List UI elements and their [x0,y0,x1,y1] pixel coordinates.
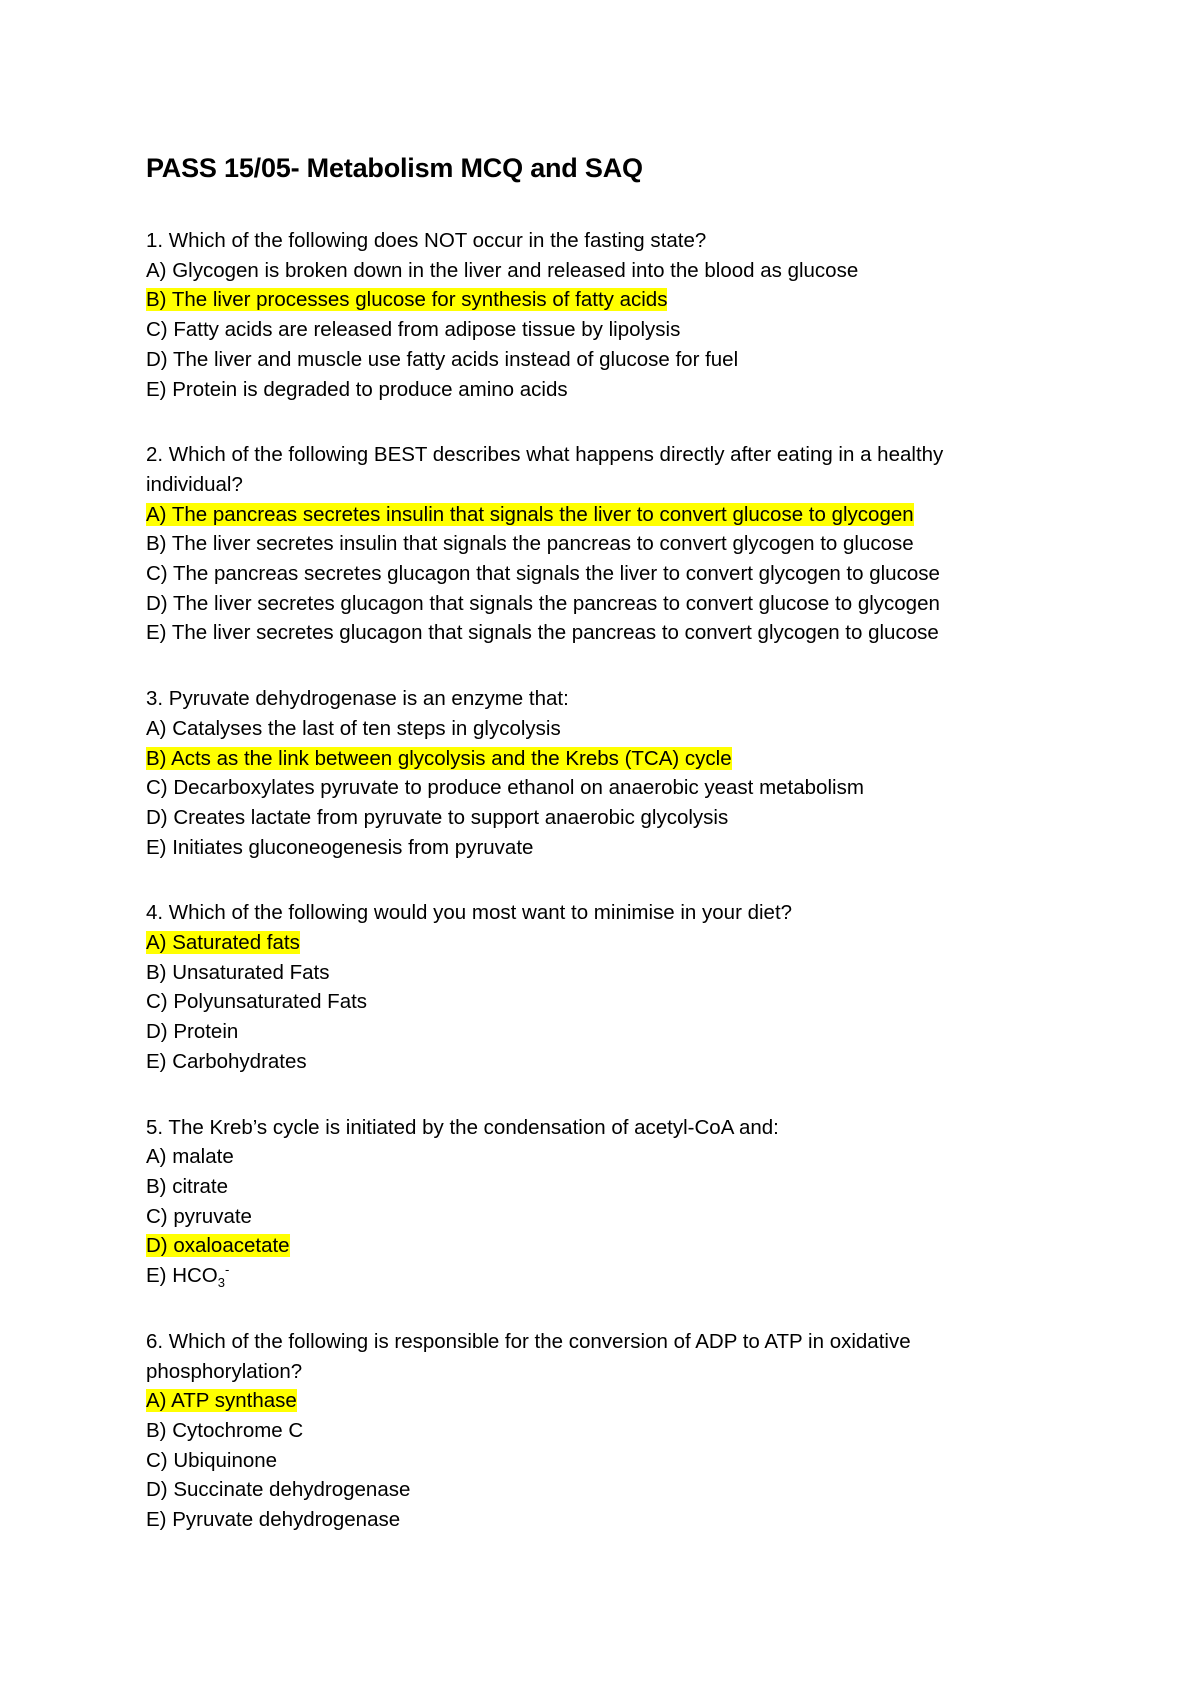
question-2 [146,440,1046,648]
option-label: A) malate [146,1145,234,1169]
highlighted-answer: D) oxaloacetate [146,1234,290,1258]
document-content [146,150,1046,1535]
option-c [146,1446,1046,1476]
option-a [146,1142,1046,1172]
subscript: 3 [217,1275,225,1291]
option-c [146,1202,1046,1232]
option-label: B) The liver secretes insulin that signals the pancreas to convert glycogen to glucose [146,532,914,556]
option-label: E) HCO [146,1264,218,1288]
option-e [146,1047,1046,1077]
option-b [146,1172,1046,1202]
question-text: 3. Pyruvate dehydrogenase is an enzyme that: [146,687,569,711]
option-label: D) The liver and muscle use fatty acids instead of glucose for fuel [146,347,739,371]
option-label: C) Decarboxylates pyruvate to produce ethanol on anaerobic yeast metabolism [146,776,864,800]
option-e [146,375,1046,405]
option-a-correct [146,928,1046,958]
option-label: A) Catalyses the last of ten steps in glycolysis [146,716,561,740]
option-label: C) pyruvate [146,1204,252,1228]
option-e [146,618,1046,648]
option-label: D) Creates lactate from pyruvate to support anaerobic glycolysis [146,805,729,829]
option-label: B) Unsaturated Fats [146,960,330,984]
question-text: 5. The Kreb’s cycle is initiated by the condensation of acetyl-CoA and: [146,1115,779,1139]
option-b [146,958,1046,988]
option-c [146,987,1046,1017]
option-label: D) Protein [146,1020,239,1044]
question-3 [146,684,1046,862]
option-label: C) Fatty acids are released from adipose tissue by lipolysis [146,318,681,342]
highlighted-answer: A) The pancreas secretes insulin that signals the liver to convert glucose to glycogen [146,502,914,526]
option-label: E) Initiates gluconeogenesis from pyruvate [146,835,534,859]
question-4 [146,898,1046,1076]
question-text: 6. Which of the following is responsible for the conversion of ADP to ATP in oxidative phosphorylation? [146,1329,911,1383]
option-e [146,833,1046,863]
option-label: C) Polyunsaturated Fats [146,990,368,1014]
option-label: B) Cytochrome C [146,1418,304,1442]
option-c [146,773,1046,803]
document-title: PASS 15/05- Metabolism MCQ and SAQ [146,153,643,183]
option-b [146,1416,1046,1446]
option-e [146,1505,1046,1535]
option-e [146,1261,1046,1291]
question-text: 1. Which of the following does NOT occur in the fasting state? [146,229,707,252]
option-b-correct [146,744,1046,774]
highlighted-answer: B) Acts as the link between glycolysis and the Krebs (TCA) cycle [146,746,732,770]
superscript: - [224,1262,230,1278]
highlighted-answer: A) ATP synthase [146,1389,297,1413]
option-label: E) Pyruvate dehydrogenase [146,1508,401,1532]
option-label: E) The liver secretes glucagon that signals the pancreas to convert glycogen to glucose [146,621,939,645]
option-c [146,315,1046,345]
option-d [146,589,1046,619]
question-6 [146,1327,1046,1535]
option-label: B) citrate [146,1174,229,1198]
option-d [146,1475,1046,1505]
question-text: 4. Which of the following would you most want to minimise in your diet? [146,901,793,925]
option-d-correct [146,1231,1046,1261]
option-d [146,1017,1046,1047]
option-b-correct [146,285,1046,315]
option-d [146,345,1046,375]
highlighted-answer: B) The liver processes glucose for synthesis of fatty acids [146,288,668,312]
option-label: C) The pancreas secretes glucagon that signals the liver to convert glycogen to glucose [146,562,940,586]
option-a [146,256,1046,286]
question-text: 2. Which of the following BEST describes what happens directly after eating in a healthy individual? [146,443,944,496]
question-5 [146,1113,1046,1291]
option-label: E) Carbohydrates [146,1049,307,1073]
option-label: E) Protein is degraded to produce amino acids [146,377,568,401]
option-d [146,803,1046,833]
question-1 [146,226,1046,404]
highlighted-answer: A) Saturated fats [146,931,300,955]
option-label: D) The liver secretes glucagon that signals the pancreas to convert glucose to glycogen [146,591,940,615]
option-b [146,529,1046,559]
option-a-correct [146,500,1046,530]
option-label: A) Glycogen is broken down in the liver and released into the blood as glucose [146,258,859,282]
option-label: C) Ubiquinone [146,1448,278,1472]
option-c [146,559,1046,589]
option-a [146,714,1046,744]
option-a-correct [146,1386,1046,1416]
option-label: D) Succinate dehydrogenase [146,1478,411,1502]
